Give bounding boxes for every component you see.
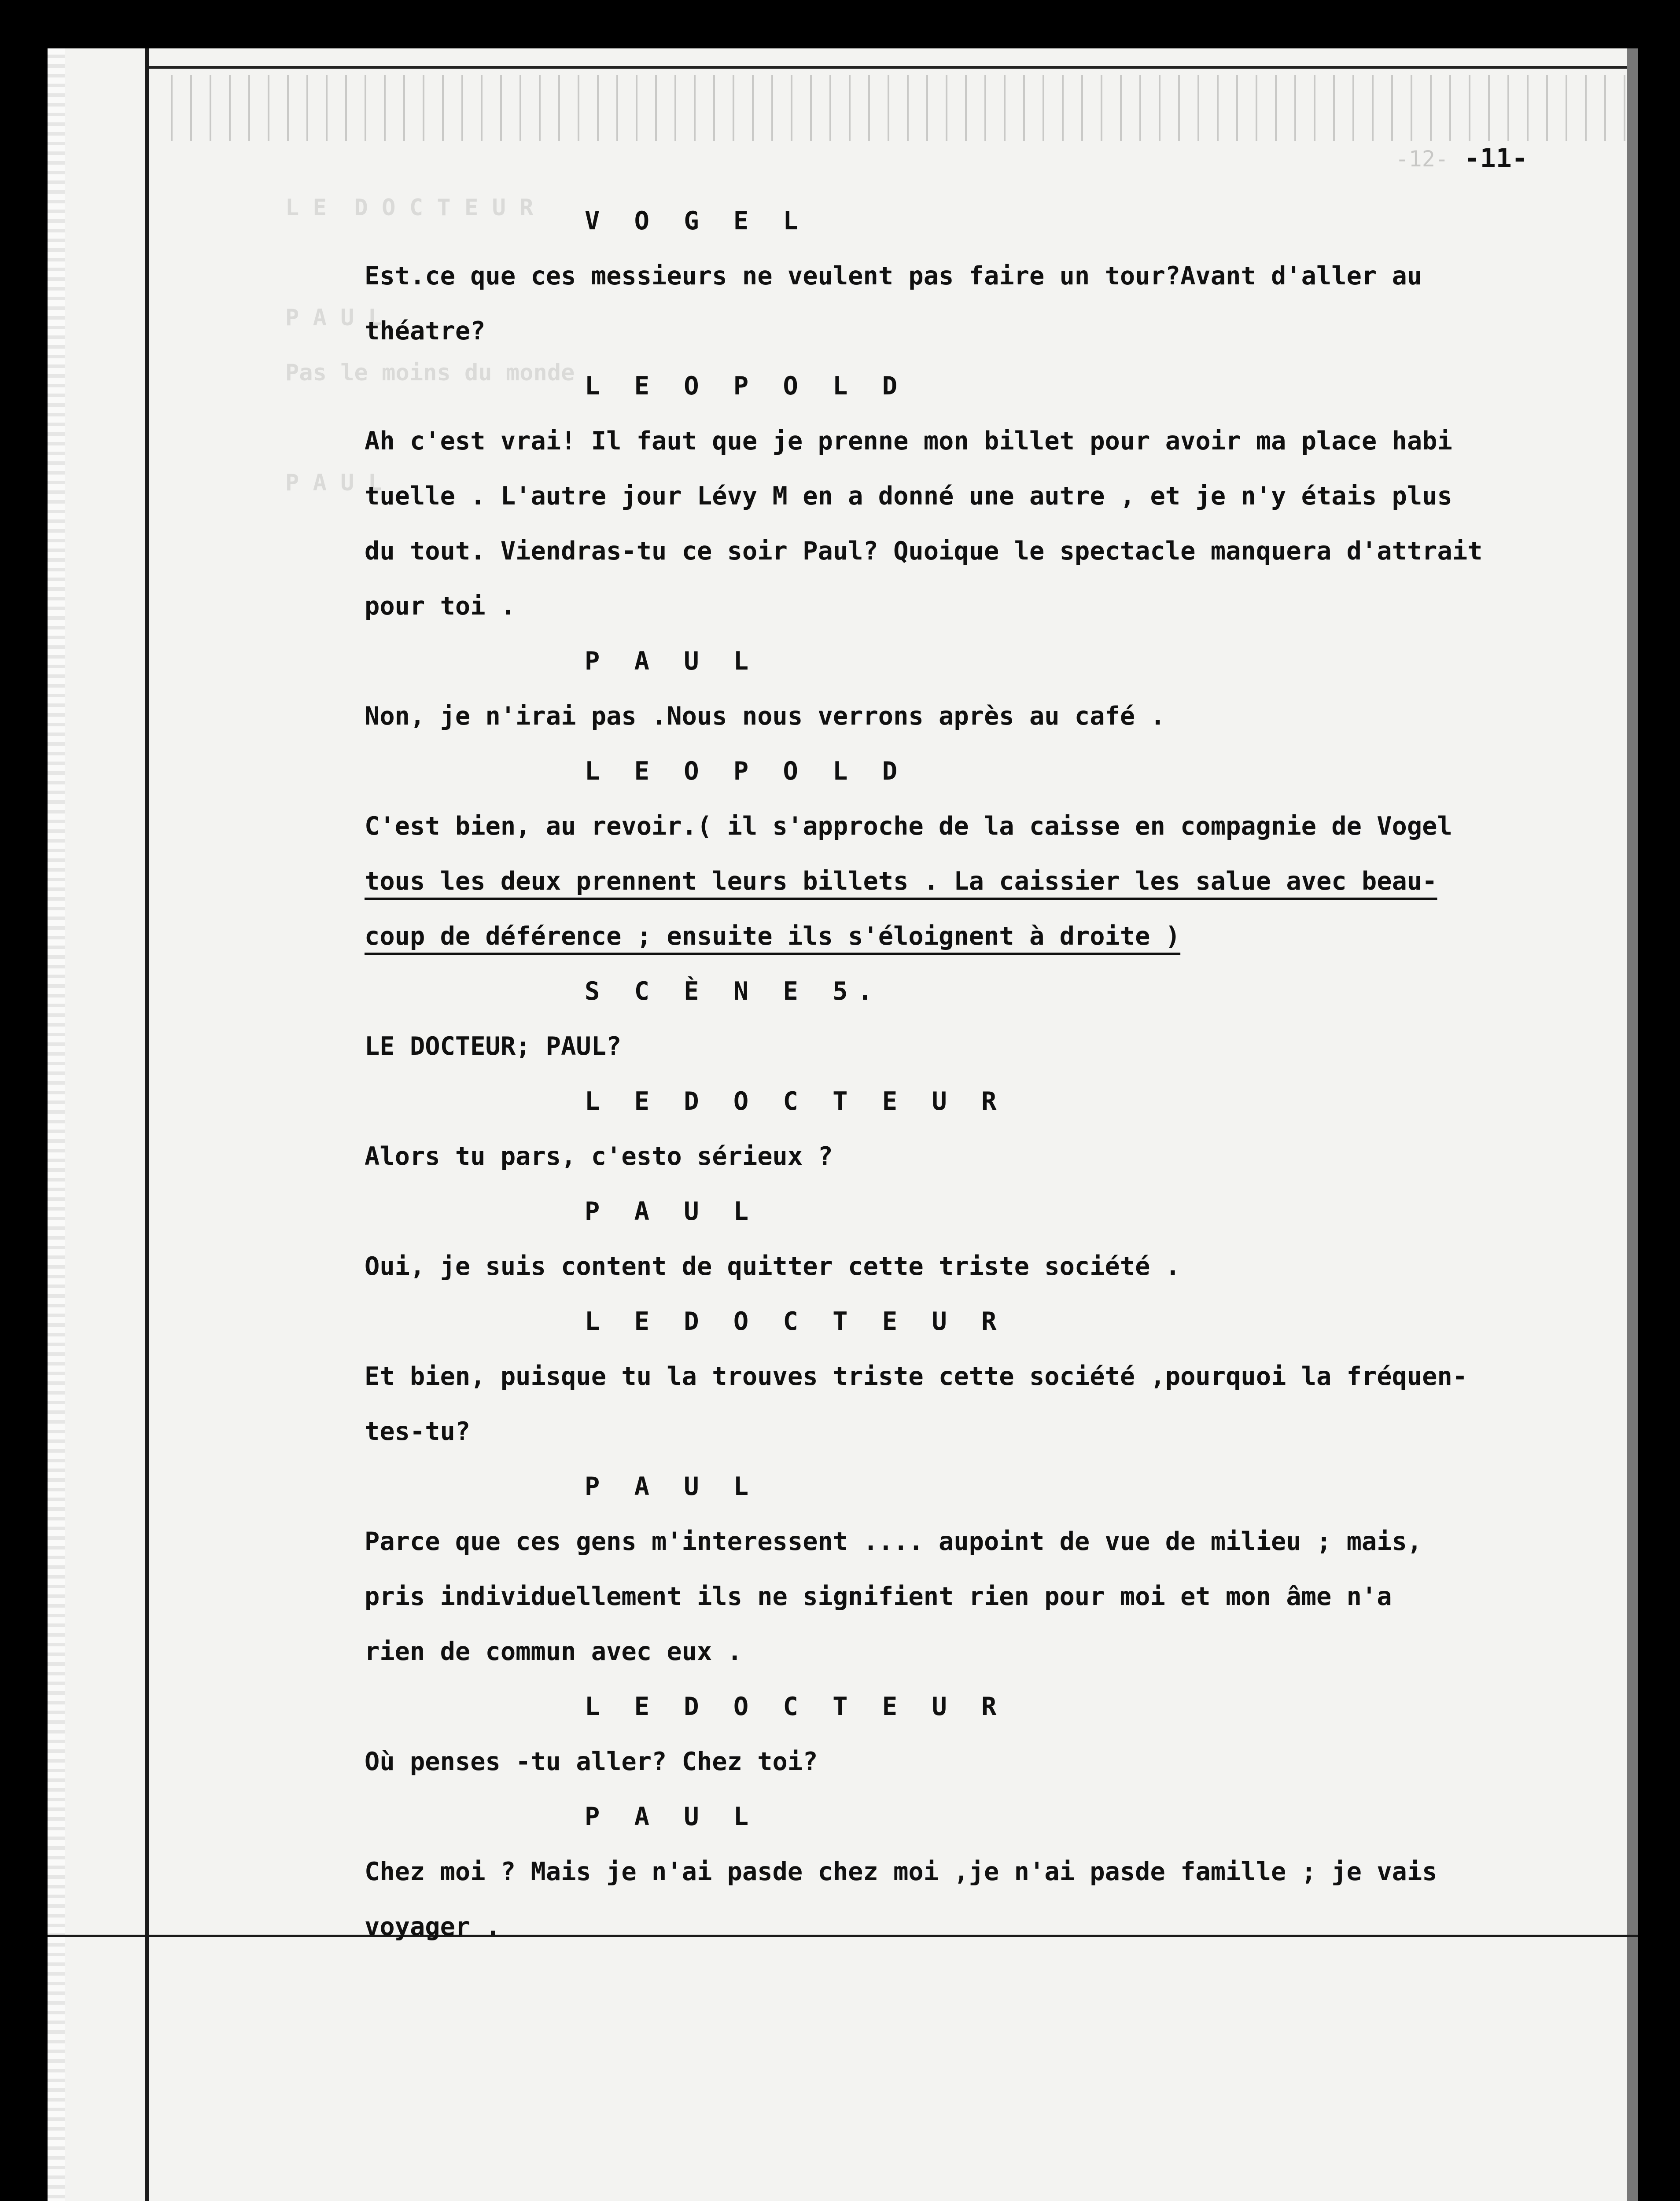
dialogue-line: théatre? [365,317,486,346]
binding-line [145,48,149,2201]
dialogue-line: pour toi . [365,592,516,621]
stage-direction: coup de déférence ; ensuite ils s'éloignent à droite ) [365,922,1181,951]
torn-left-edge [48,48,65,2201]
speaker-name: L E D O C T E U R [585,1307,1006,1336]
speaker-name: V O G E L [585,206,808,236]
dialogue-line: pris individuellement ils ne signifient rien pour moi et mon âme n'a [365,1582,1392,1611]
speaker-name: L E D O C T E U R [585,1692,1006,1721]
dialogue-line: Parce que ces gens m'interessent .... aupoint de vue de milieu ; mais, [365,1527,1422,1556]
dialogue-line: tuelle . L'autre jour Lévy M en a donné une autre , et je n'y étais plus [365,482,1452,511]
perforation-marks [153,75,1638,141]
speaker-name: L E O P O L D [585,372,907,401]
bleed-through-text: L E D O C T E U R P A U L Pas le moins du monde P A U L [285,195,575,496]
speaker-name: P A U L [585,647,759,676]
dialogue-line: Ah c'est vrai! Il faut que je prenne mon billet pour avoir ma place habi [365,427,1452,456]
dialogue-line: rien de commun avec eux . [365,1637,742,1666]
stage-direction: tous les deux prennent leurs billets . La caissier les salue avec beau- [365,867,1437,896]
character-list: LE DOCTEUR; PAUL? [365,1032,622,1061]
dialogue-line: Non, je n'irai pas .Nous nous verrons après au café . [365,702,1165,731]
ghost-page-number: -12- [1395,146,1448,172]
dialogue-line: voyager . [365,1912,501,1941]
dialogue-line: du tout. Viendras-tu ce soir Paul? Quoique le spectacle manquera d'attrait [365,537,1483,566]
dialogue-line: Et bien, puisque tu la trouves triste cette société ,pourquoi la fréquen- [365,1362,1468,1391]
speaker-name: L E O P O L D [585,757,907,786]
script-text [365,194,1638,1954]
top-rule [149,66,1638,69]
dialogue-line: tes-tu? [365,1417,471,1446]
typewritten-page [48,48,1638,2201]
speaker-name: P A U L [585,1197,759,1226]
dialogue-line: Alors tu pars, c'esto sérieux ? [365,1142,833,1171]
scene-heading: S C È N E 5. [585,977,882,1006]
dialogue-line: Où penses -tu aller? Chez toi? [365,1747,818,1776]
dialogue-line: Est.ce que ces messieurs ne veulent pas faire un tour?Avant d'aller au [365,261,1422,291]
speaker-name: P A U L [585,1802,759,1831]
speaker-name: P A U L [585,1472,759,1501]
dialogue-line: Chez moi ? Mais je n'ai pasde chez moi ,je n'ai pasde famille ; je vais [365,1857,1437,1886]
speaker-name: L E D O C T E U R [585,1087,1006,1116]
dialogue-line: C'est bien, au revoir.( il s'approche de la caisse en compagnie de Vogel [365,812,1452,841]
dialogue-line: Oui, je suis content de quitter cette triste société . [365,1252,1181,1281]
page-number: -11- [1464,143,1528,174]
